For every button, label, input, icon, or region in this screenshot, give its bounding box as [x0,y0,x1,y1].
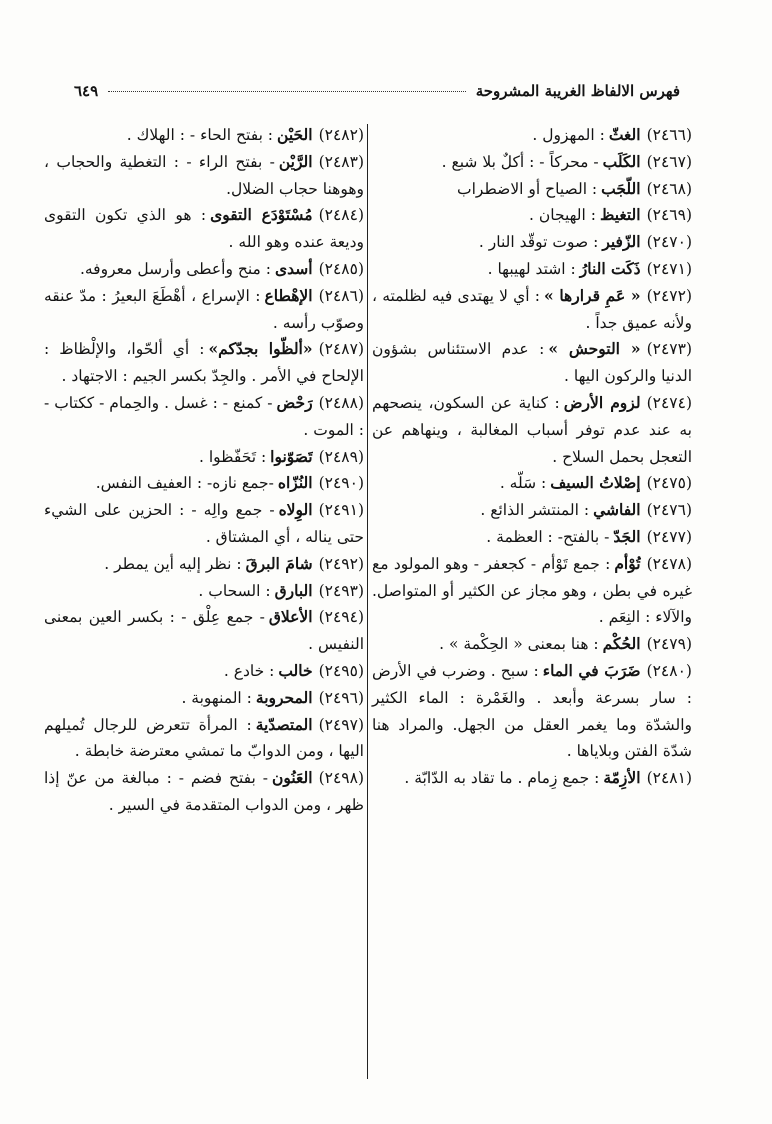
header-dotted-rule [108,90,466,92]
entry-number: (٢٤٨٢) [318,126,364,144]
glossary-entry [44,122,364,149]
glossary-entry [372,524,692,551]
glossary-entry [44,712,364,766]
entry-definition: : صوت توقّد النار . [478,233,599,252]
entry-number: (٢٤٨٩) [318,447,364,466]
entry-definition: : جمع تَوْأم - كجعفر - وهو المولود مع غيره في بطن ، وهو مجاز عن الكثير أو المتواصل. والآلاء : النِعَم . [372,554,692,627]
glossary-entry [44,149,364,203]
entry-number: (٢٤٩٨) [318,769,364,788]
entry-definition: : اشتد لهيبها . [487,259,576,278]
entry-term: الزّفير [602,232,641,252]
entry-definition: : تَحَفّظوا . [198,447,267,466]
entry-term: الحَيْن [277,125,313,144]
glossary-entry [44,551,364,578]
entry-term: لزوم الأرض [563,392,641,412]
entry-term: المحروبة [255,687,313,707]
entry-definition: - بفتح فضم - : مبالغة من عنّ إذا ظهر ، ومن الدواب المتقدمة في السير . [44,769,364,814]
entry-number: (٢٤٨٥) [318,259,364,278]
glossary-entry [44,202,364,256]
glossary-entry [372,202,692,229]
entry-term: تَصَوّنوا [270,446,313,466]
entry-number: (٢٤٩٧) [318,715,364,734]
entry-number: (٢٤٩٦) [318,688,364,707]
glossary-entry [44,497,364,551]
entry-term: « عَمِ قرارها » [543,285,641,305]
glossary-entry [44,444,364,471]
entry-term: تُوْأم [614,553,641,573]
entry-definition: : منح وأعطى وأرسل معروفه. [79,259,271,278]
entry-definition: : بفتح الحاء - : الهلاك . [126,126,274,144]
glossary-entry [372,176,692,203]
glossary-entry [372,470,692,497]
entry-number: (٢٤٦٨) [646,179,692,198]
entry-number: (٢٤٨٦) [318,286,364,305]
glossary-entry [44,578,364,605]
entry-number: (٢٤٧٥) [646,474,692,493]
glossary-entry [372,551,692,631]
glossary-entry [372,497,692,524]
entry-term: خالب [278,660,313,680]
glossary-entry [44,390,364,444]
glossary-entry [372,390,692,470]
glossary-entry [44,256,364,283]
glossary-entry [44,765,364,819]
glossary-entry [372,336,692,390]
entry-term: النُزّاه [277,473,313,493]
entry-number: (٢٤٧٤) [646,393,692,412]
entry-definition: - محركاً - : أكلٌ بلا شبع . [441,152,599,171]
entry-definition: : سبح . وضرب في الأرض : سار بسرعة وأبعد . والغَمْرة : الماء الكثير والشدّة وما يغمر العقل من الجهل. والمراد هنا شدّة الفتن وبلاياها . [372,661,692,761]
entry-term: البارق [274,580,313,600]
entry-definition: -جمع نازه- : العفيف النفس. [95,474,274,493]
entry-definition: : أي لا يهتدى فيه لظلمته ، ولأنه عميق جداً . [372,286,692,332]
entry-term: «ألظّوا بجدّكم» [208,339,313,359]
entry-number: (٢٤٧٧) [646,527,692,546]
glossary-entry [44,283,364,337]
entry-term: الجَدّ [613,526,641,546]
glossary-entry [44,604,364,658]
glossary-entry [44,658,364,685]
glossary-entry [44,336,364,390]
entry-term: اللّجَب [601,178,641,198]
entry-number: (٢٤٨٨) [318,393,364,412]
entry-number: (٢٤٨٤) [318,206,364,225]
entry-definition: : كناية عن السكون، ينصحهم به عند عدم توفر أسباب المغالبة ، وينهاهم عن التعجل بحمل السلاح . [372,393,692,466]
entry-term: الأعلاق [268,607,313,627]
entry-definition: : السحاب . [198,581,271,600]
entry-number: (٢٤٩٢) [318,554,364,573]
entry-definition: : هنا بمعنى « الحِكْمة » . [439,635,599,654]
page-number: ٦٤٩ [74,82,99,100]
entry-number: (٢٤٨٣) [318,152,364,171]
entry-term: العَنُون [271,768,313,788]
glossary-entry [372,658,692,765]
entry-definition: : أي ألحّوا، والإلْظاظ : الإلحاح في الأمر . والجِدّ بكسر الجيم : الاجتهاد . [44,340,364,386]
entry-number: (٢٤٧٩) [646,635,692,654]
glossary-entry [372,631,692,658]
entry-number: (٢٤٦٩) [646,206,692,225]
entry-definition: - جمع والِه - : الحزين على الشيء حتى يناله ، أي المشتاق . [44,501,364,546]
entry-definition: : الهيجان . [529,206,596,225]
glossary-entry [372,765,692,792]
glossary-entry [44,470,364,497]
entry-number: (٢٤٩٤) [318,608,364,627]
entry-definition: : سَلّه . [499,474,547,493]
entry-number: (٢٤٦٧) [646,152,692,171]
entry-term: الوِلاه [278,500,313,520]
glossary-entry [372,122,692,149]
entry-definition: - كمنع - : غسل . والحِمام - ككتاب - : الموت . [44,393,364,439]
entry-number: (٢٤٧٠) [646,233,692,252]
entry-term: الإهْطاع [264,285,313,305]
entry-number: (٢٤٧١) [646,259,692,278]
glossary-entry [44,685,364,712]
entry-definition: : المنهوبة . [181,688,252,707]
entry-definition: : المرأة تتعرض للرجال تُميلهم اليها ، ومن الدوابّ ما تمشي معترضة خابطة . [44,715,364,761]
running-title: فهرس الالفاظ الغريبة المشروحة [475,82,680,100]
page-header [74,78,680,104]
entry-number: (٢٤٨٧) [318,340,364,359]
entry-term: « التوحش » [548,339,641,359]
entry-definition: : المنتشر الذائع . [480,501,590,520]
entry-term: الأزِمّة [603,768,641,788]
column-divider [367,124,368,1079]
glossary-entry [372,283,692,337]
entry-definition: : جمع زِمام . ما تقاد به الدّابّة . [404,769,600,788]
entry-definition: : الصياح أو الاضطراب [457,179,598,198]
entry-term: ضَرَبَ في الماء [542,660,641,680]
entry-number: (٢٤٧٨) [646,554,692,573]
entry-number: (٢٤٧٢) [646,286,692,305]
entry-term: إصْلاتُ السيف [550,473,641,493]
entry-term: الحُكْم [602,634,641,654]
entry-definition: : المهزول . [532,126,605,144]
entry-term: الكَلَب [602,151,641,171]
entry-number: (٢٤٩٥) [318,661,364,680]
glossary-entry [372,256,692,283]
entry-number: (٢٤٦٦) [646,126,692,144]
entry-term: الفاشي [593,500,641,520]
entry-definition: - بفتح الراء - : التغطية والحجاب ، وهوهنا حجاب الضلال. [44,152,364,198]
entry-definition: : هو الذي تكون التقوى وديعة عنده وهو الله . [44,206,364,252]
entry-term: أسدى [275,258,313,278]
entry-term: ذَكَت النارُ [579,258,641,278]
entry-definition: : خادع . [223,661,275,680]
left-column [44,122,364,819]
entry-term: الرَّيْن [278,151,313,171]
entry-number: (٢٤٨٠) [646,661,692,680]
entry-definition: - جمع عِلْق - : بكسر العين بمعنى النفيس . [44,608,364,654]
entry-term: رَحْض [276,392,313,412]
entry-term: مُسْتَوْدَع التقوى [210,205,313,225]
entry-definition: : عدم الاستئناس بشؤون الدنيا والركون اليها . [372,340,692,386]
entry-number: (٢٤٧٦) [646,501,692,520]
entry-number: (٢٤٩١) [318,501,364,520]
entry-term: الغثّ [608,125,641,144]
entry-number: (٢٤٩٣) [318,581,364,600]
entry-number: (٢٤٩٠) [318,474,364,493]
glossary-entry [372,149,692,176]
entry-term: التغيظ [599,205,641,225]
entry-number: (٢٤٨١) [646,769,692,788]
right-column [372,122,692,792]
entry-definition: : نظر إليه أين يمطر . [104,554,242,573]
entry-number: (٢٤٧٣) [646,340,692,359]
entry-term: المتصدّية [255,714,313,734]
entry-term: شامَ البرقَ [245,553,313,573]
entry-definition: : الإسراع ، أهْطَعَ البعيرُ : مدّ عنقه وصوّب رأسه . [44,286,364,332]
entry-definition: - بالفتح- : العظمة . [486,527,610,546]
glossary-entry [372,229,692,256]
